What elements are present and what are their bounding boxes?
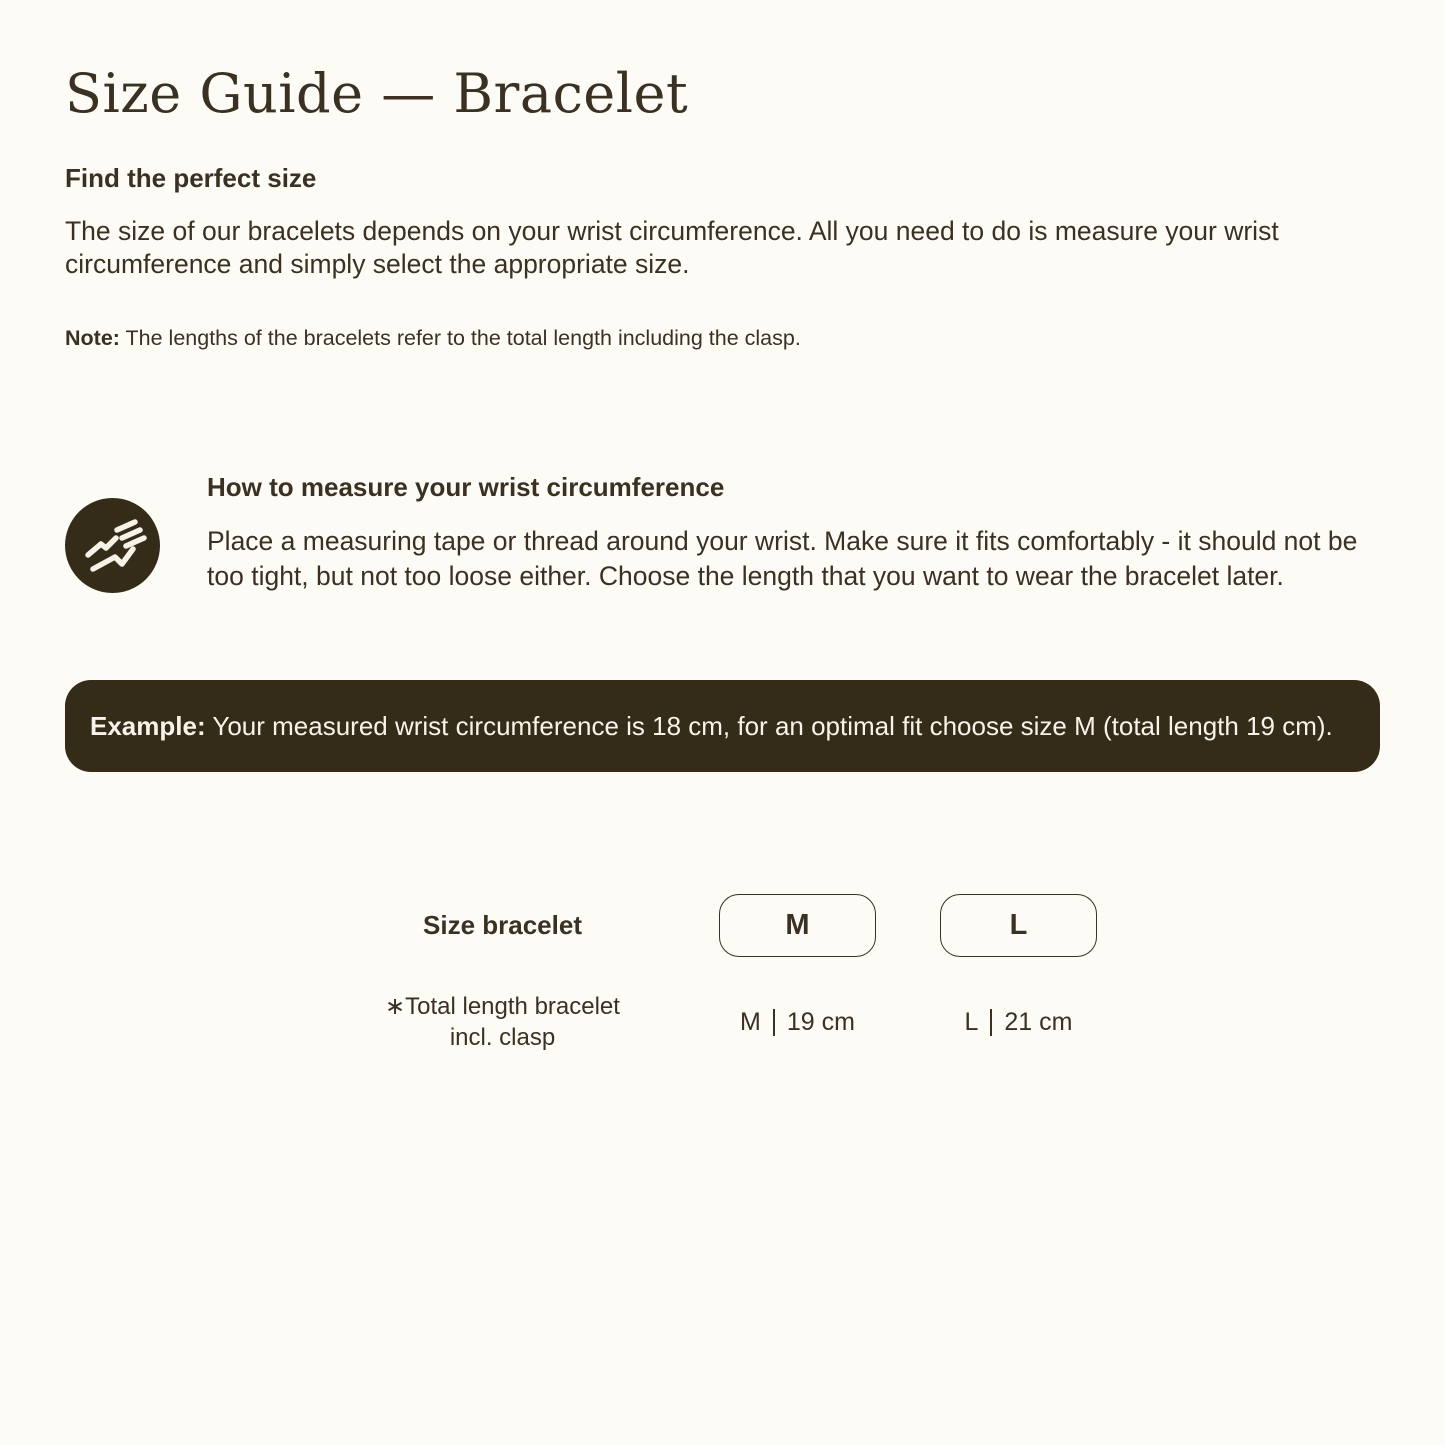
size-button-m[interactable]: M (719, 894, 876, 957)
size-footnote (350, 991, 655, 1053)
measure-paragraph: Place a measuring tape or thread around your wrist. Make sure it fits comfortably - it should not be too tight, but not too loose either. Choose the length that you want to wear the bracelet later. (207, 526, 1358, 592)
divider-bar (773, 1009, 775, 1036)
size-button-l[interactable]: L (940, 894, 1097, 957)
size-footnote-line2: incl. clasp (449, 1024, 556, 1052)
note-paragraph (65, 326, 1380, 351)
size-table (350, 894, 1380, 1053)
divider-bar (990, 1009, 992, 1036)
length-cm-l: 21 cm (1004, 1007, 1073, 1036)
hand-wrist-measure-icon (65, 498, 160, 593)
example-banner (65, 680, 1380, 772)
length-size-l: L (964, 1007, 979, 1036)
measure-text-block (207, 469, 1372, 594)
find-perfect-size-heading: Find the perfect size (65, 163, 317, 194)
intro-paragraph: The size of our bracelets depends on your wrist circumference. All you need to do is measure your wrist circumference and simply select the appropriate size. (65, 216, 1279, 280)
size-footnote-line1: ∗Total length bracelet (385, 993, 620, 1021)
length-cm-m: 19 cm (786, 1007, 855, 1036)
example-text: Your measured wrist circumference is 18 cm, for an optimal fit choose size M (total length 19 cm). (212, 711, 1333, 742)
length-value-l (940, 1008, 1097, 1037)
measure-heading: How to measure your wrist circumference (207, 472, 725, 503)
example-label: Example: (90, 711, 206, 742)
note-text: The lengths of the bracelets refer to the total length including the clasp. (125, 326, 801, 351)
size-row-header: Size bracelet (423, 910, 582, 941)
note-label: Note: (65, 326, 120, 351)
length-size-m: M (740, 1007, 761, 1036)
page-title: Size Guide — Bracelet (65, 62, 689, 125)
measure-section (65, 469, 1380, 594)
length-value-m (719, 1008, 876, 1037)
